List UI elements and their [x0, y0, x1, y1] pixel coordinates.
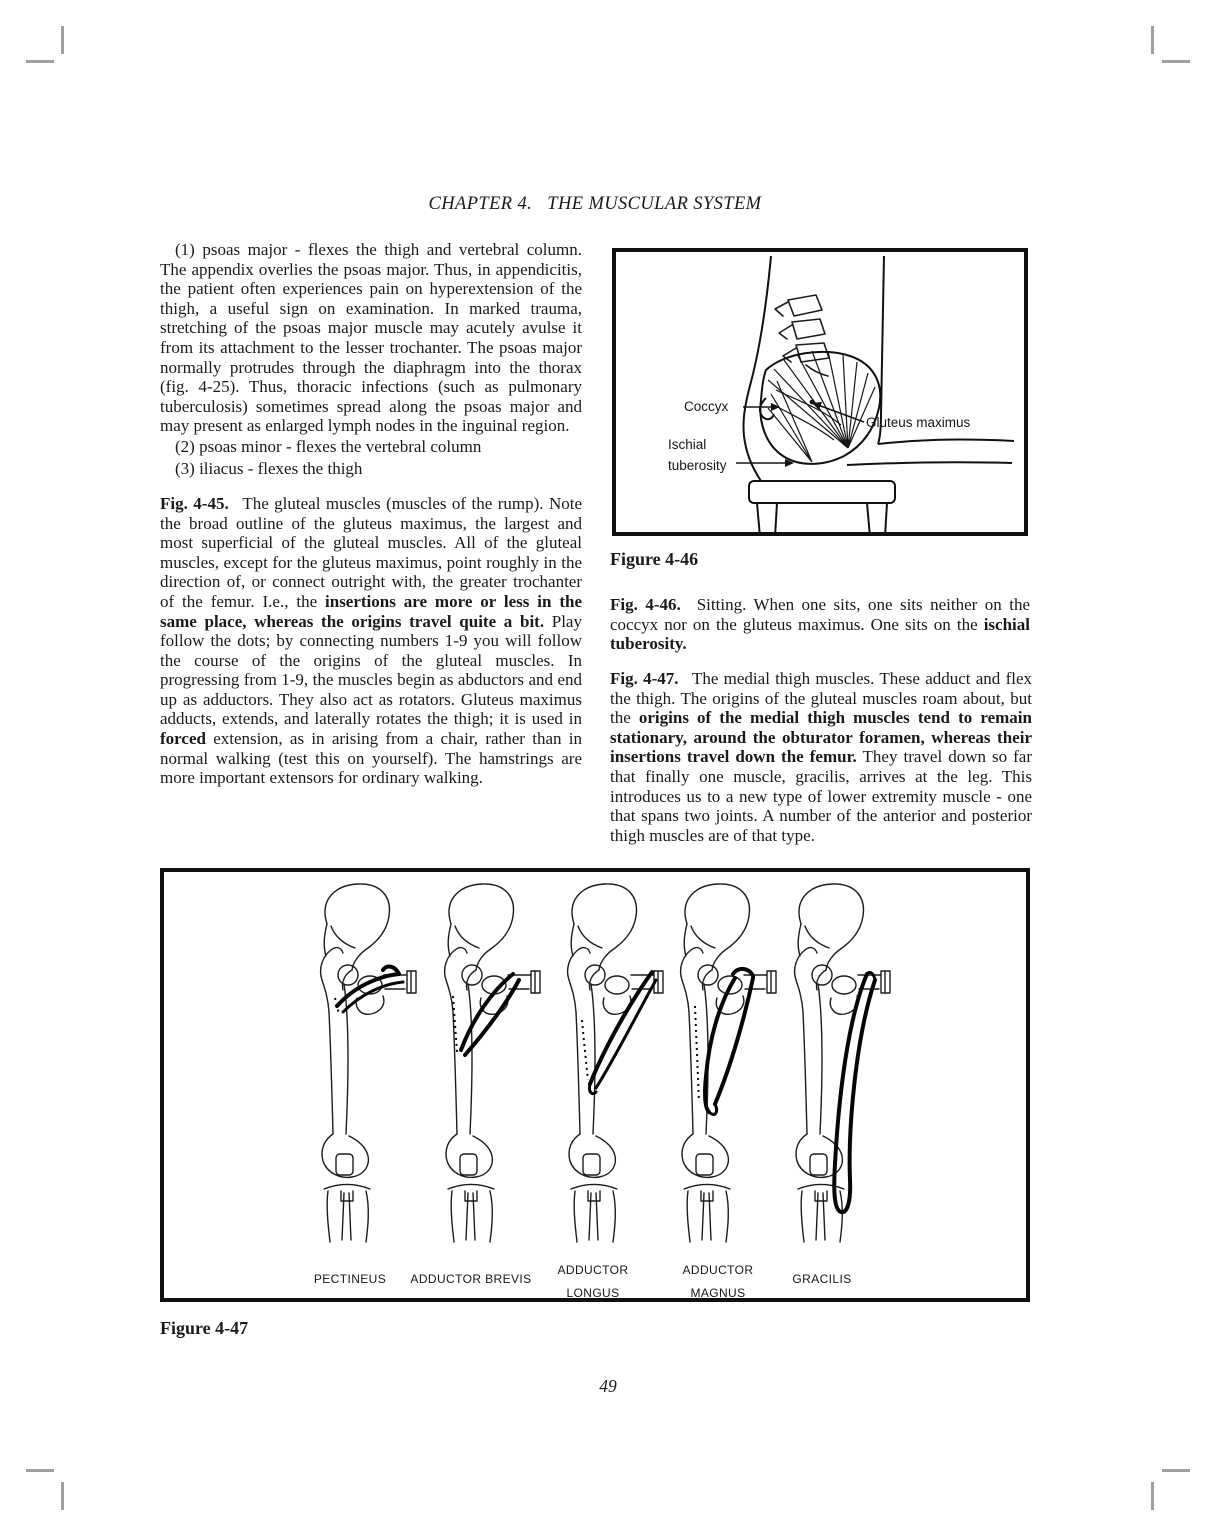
list-item-iliacus: (3) iliacus - flexes the thigh	[175, 458, 363, 478]
adductor-longus-muscle	[582, 972, 656, 1094]
paragraph-fig-4-46-text: Fig. 4-46. Sitting. When one sits, one sits neither on the coccyx nor on the gluteus maximus. One sits on the ischial tuberosity.	[610, 595, 1030, 654]
paragraph-fig-4-47-text: Fig. 4-47. The medial thigh muscles. These adduct and flex the thigh. The origins of the gluteal muscles roam about, but the origins of the medial thigh muscles tend to remain stationary, around the obturator foramen, whereas their insertions travel down the femur. They travel down so far that finally one muscle, gracilis, arrives at the leg. This introduces us to a new type of lower extremity muscle - one that spans two joints. A number of the anterior and posterior thigh muscles are of that type.	[610, 669, 1032, 845]
gracilis-muscle	[834, 972, 875, 1212]
crop-mark-top-left-h	[26, 60, 54, 63]
paragraph-psoas-major: (1) psoas major - flexes the thigh and vertebral column. The appendix overlies the psoas major. Thus, in appendicitis, the patient often experiences pain on hyperextension of the thigh, a useful sign on examination. In marked trauma, stretching of the psoas major muscle may acutely avulse it from its attachment to the lesser trochanter. The psoas major normally protrudes through the diaphragm into the thorax (fig. 4-25). Thus, thoracic infections (such as pulmonary tuberculosis) sometimes spread along the psoas major and may present as enlarged lymph nodes in the inguinal region.	[160, 240, 582, 436]
left-column	[160, 240, 582, 788]
figure-4-47-caption: Figure 4-47	[160, 1318, 249, 1338]
figure-4-46-box	[612, 248, 1028, 536]
panel-adductor-magnus	[651, 880, 781, 1250]
crop-mark-top-right-h	[1162, 60, 1190, 63]
stool	[749, 481, 895, 532]
muscle-label-adductor-magnus: ADDUCTOR MAGNUS	[682, 1263, 754, 1300]
torso-outline	[743, 256, 1014, 481]
paragraph-fig-4-47	[610, 669, 1032, 845]
crop-mark-top-left-v	[61, 26, 64, 54]
page-number: 49	[599, 1376, 617, 1396]
muscle-label-adductor-brevis: ADDUCTOR BREVIS	[410, 1272, 532, 1286]
panel-adductor-brevis	[415, 880, 545, 1250]
label-coccyx: Coccyx	[684, 399, 729, 414]
panel-pectineus	[291, 880, 421, 1250]
paragraph-fig-4-46	[610, 595, 1030, 654]
figure-4-46-caption: Figure 4-46	[610, 549, 699, 569]
muscle-label-gracilis: GRACILIS	[792, 1272, 852, 1286]
label-ischial-tuberosity: Ischial tuberosity	[668, 437, 727, 473]
label-gluteus-maximus: Gluteus maximus	[866, 415, 971, 430]
crop-mark-bottom-right-h	[1162, 1469, 1190, 1472]
panel-adductor-longus	[538, 880, 668, 1250]
crop-mark-bottom-right-v	[1151, 1482, 1154, 1510]
chapter-header: CHAPTER 4. THE MUSCULAR SYSTEM	[428, 194, 762, 214]
crop-mark-bottom-left-h	[26, 1469, 54, 1472]
crop-mark-bottom-left-v	[61, 1482, 64, 1510]
figure-4-46-drawing	[616, 252, 1024, 532]
list-item-psoas-minor: (2) psoas minor - flexes the vertebral column	[175, 436, 482, 456]
muscle-label-adductor-longus: ADDUCTOR LONGUS	[557, 1263, 629, 1300]
adductor-brevis-muscle	[453, 974, 519, 1055]
adductor-magnus-muscle	[695, 969, 753, 1115]
crop-mark-top-right-v	[1151, 26, 1154, 54]
panel-gracilis	[765, 880, 895, 1250]
paragraph-fig-4-45: Fig. 4-45. The gluteal muscles (muscles of the rump). Note the broad outline of the gluteus maximus, the largest and most superficial of the gluteal muscles. All of the gluteal muscles, except for the gluteus maximus, point roughly in the direction of, or connect outright with, the greater trochanter of the femur. I.e., the insertions are more or less in the same place, whereas the origins travel quite a bit. Play follow the dots; by connecting numbers 1-9 you will follow the course of the origins of the gluteal muscles. In progressing from 1-9, the muscles begin as abductors and end up as adductors. They also act as rotators. Gluteus maximus adducts, extends, and laterally rotates the thigh; it is used in forced extension, as in arising from a chair, rather than in normal walking (test this on yourself). The hamstrings are more important extensors for ordinary walking.	[160, 493, 582, 788]
muscle-label-pectineus: PECTINEUS	[313, 1272, 387, 1286]
